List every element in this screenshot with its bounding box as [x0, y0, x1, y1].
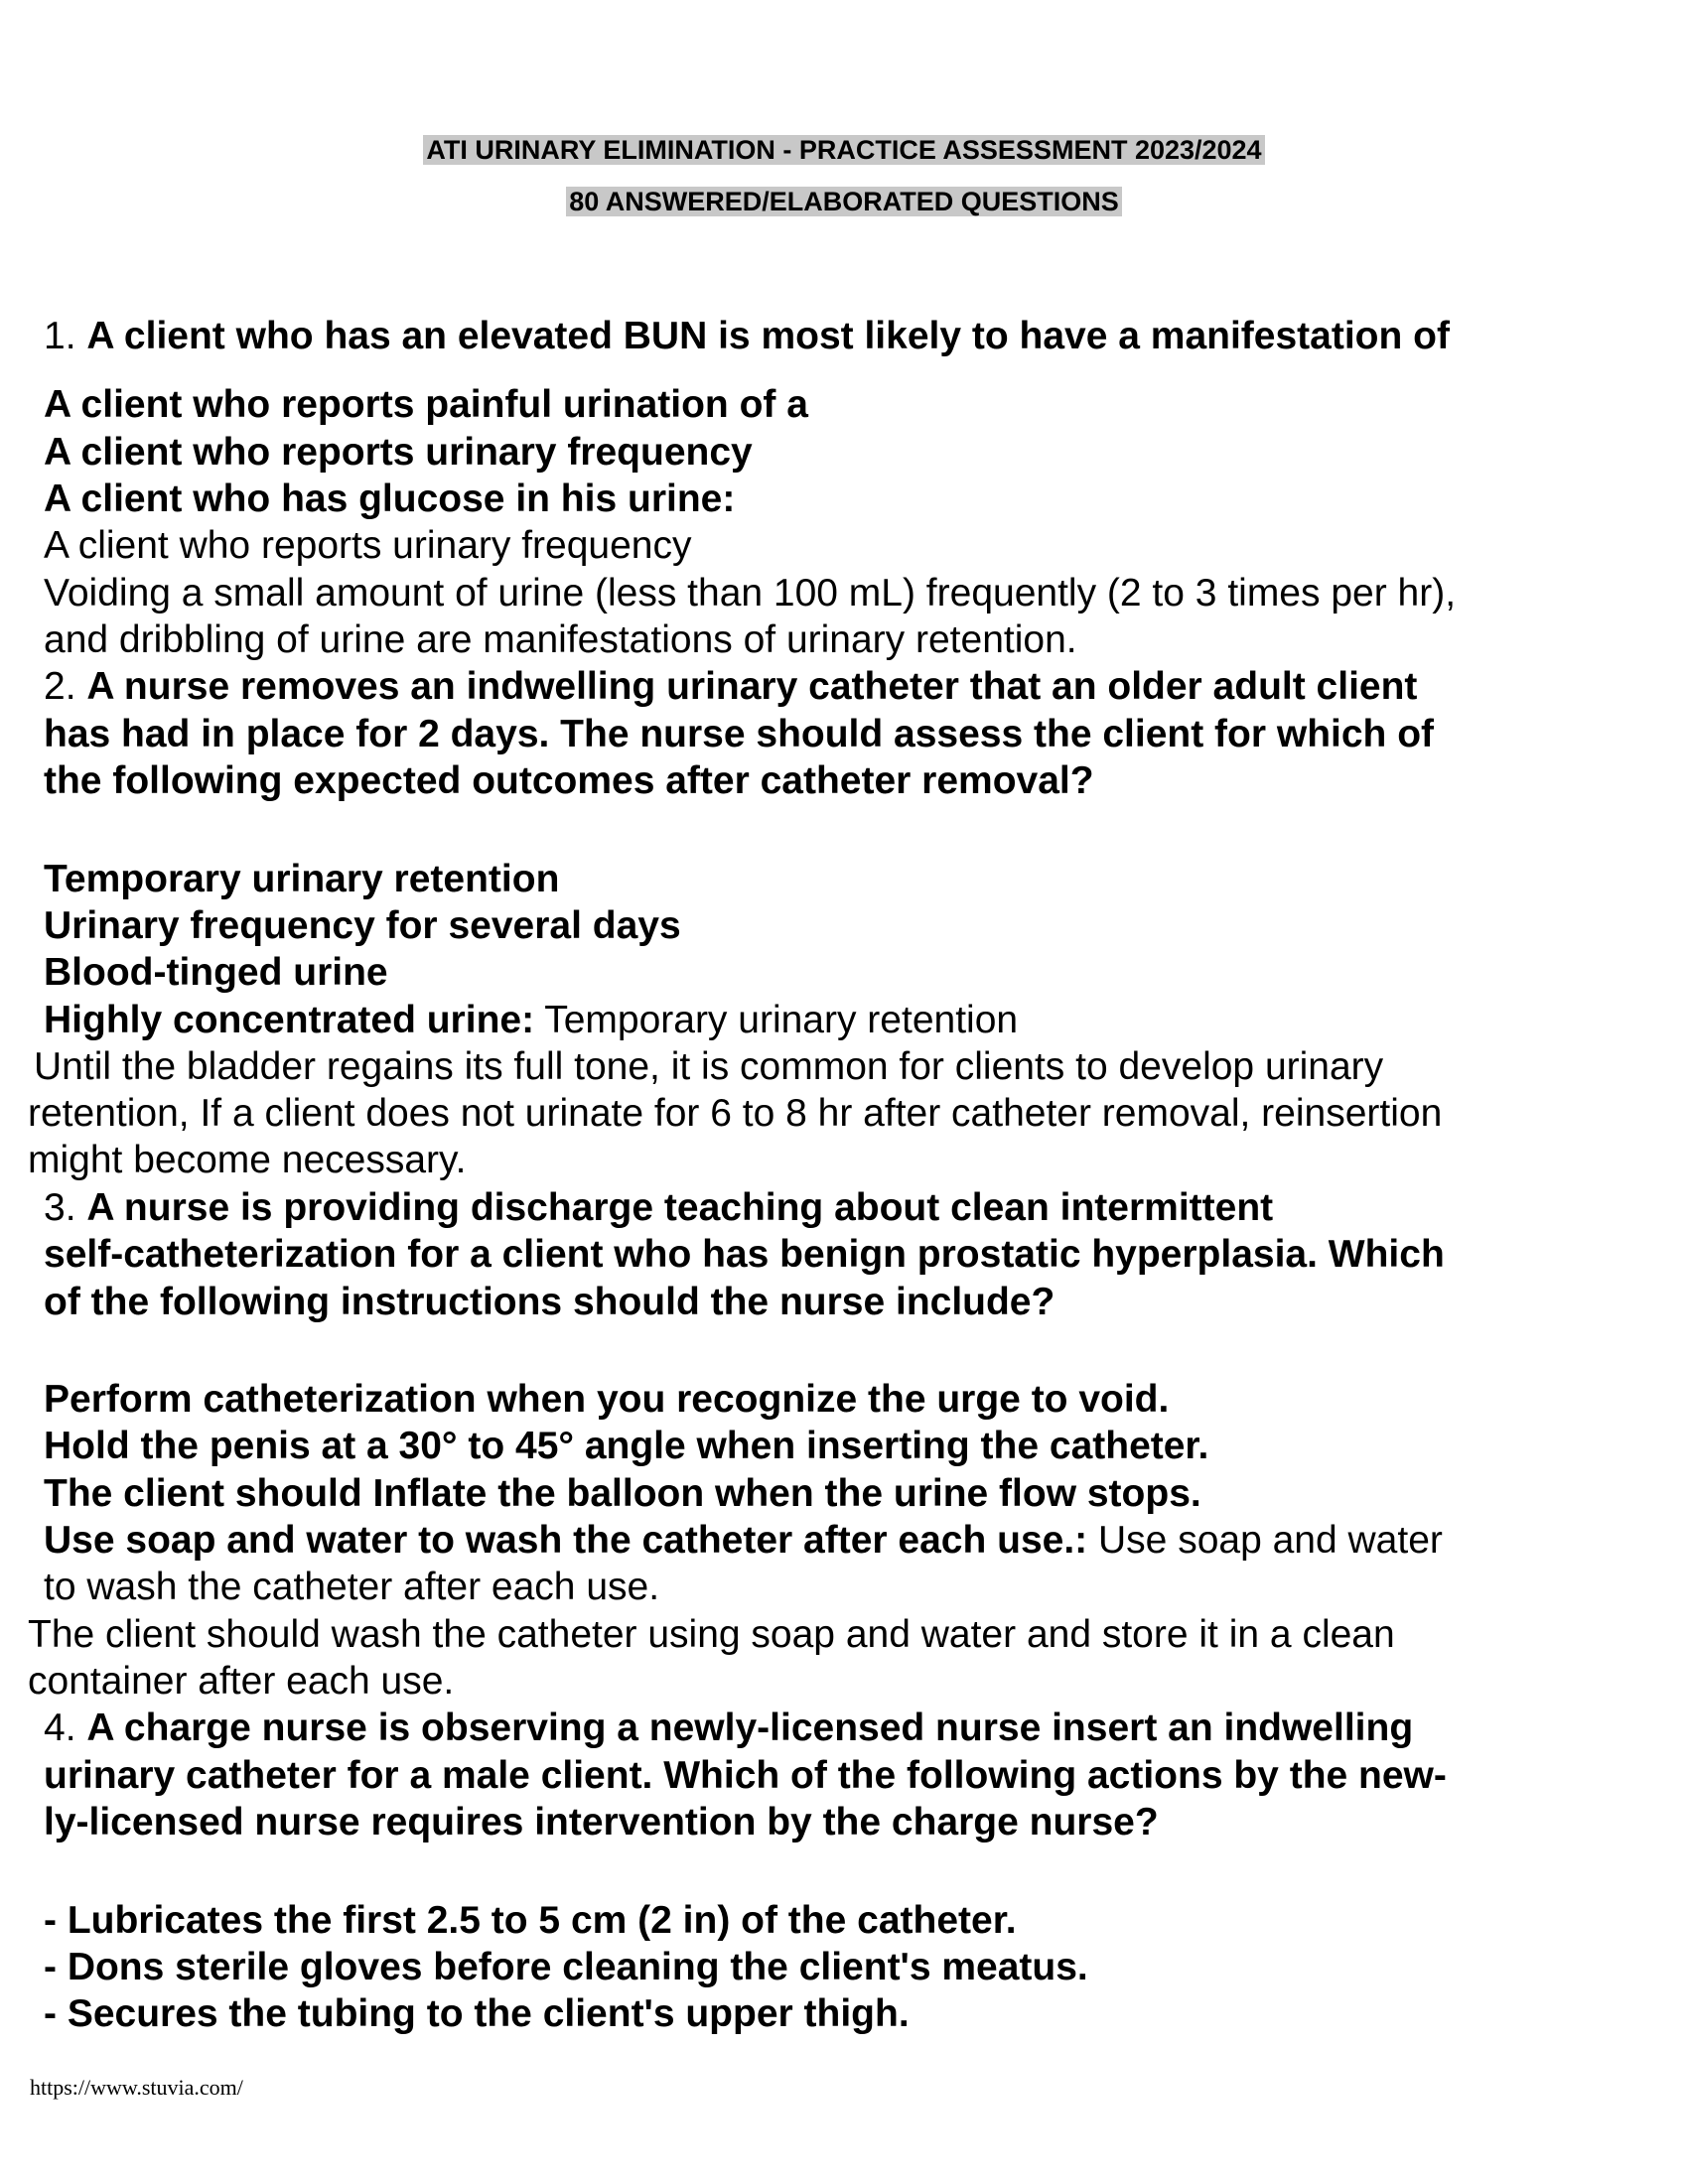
q1-option-3: A client who has glucose in his urine:: [44, 478, 736, 520]
q2-number: 2.: [44, 665, 76, 708]
document-title-text: ATI URINARY ELIMINATION - PRACTICE ASSESSMENT 2023/2024: [423, 135, 1264, 165]
q1-number: 1.: [44, 315, 76, 357]
q3-rationale-line-1: The client should wash the catheter using soap and water and store it in a clean: [28, 1613, 1395, 1656]
q3-question-line-3: of the following instructions should the nurse include?: [44, 1281, 1055, 1323]
q3-answer-1: Use soap and water: [1087, 1519, 1443, 1562]
q4-question-text-1: A charge nurse is observing a newly-licensed nurse insert an indwelling: [86, 1706, 1414, 1749]
q4-option-1: - Lubricates the first 2.5 to 5 cm (2 in) of the catheter.: [44, 1899, 1017, 1942]
q2-option-4-with-answer: [44, 998, 1018, 1043]
q3-question-line-1: [44, 1185, 1273, 1231]
q3-option-4: Use soap and water to wash the catheter after each use.:: [44, 1519, 1088, 1562]
q2-question-line-1: [44, 664, 1417, 710]
document-subtitle: [0, 185, 1688, 218]
q2-rationale-line-1: Until the bladder regains its full tone, it is common for clients to develop urinary: [34, 1045, 1384, 1088]
document-subtitle-text: 80 ANSWERED/ELABORATED QUESTIONS: [566, 187, 1122, 216]
q1-question: [44, 314, 1450, 359]
q3-answer-line-2: to wash the catheter after each use.: [44, 1566, 660, 1608]
q3-question-line-2: self-catheterization for a client who has benign prostatic hyperplasia. Which: [44, 1233, 1445, 1276]
q3-rationale-line-2: container after each use.: [28, 1660, 455, 1703]
q3-option-3: The client should Inflate the balloon when the urine flow stops.: [44, 1472, 1201, 1515]
q4-option-2: - Dons sterile gloves before cleaning the client's meatus.: [44, 1946, 1088, 1988]
q3-option-4-with-answer: [44, 1518, 1443, 1564]
q2-rationale-line-2: retention, If a client does not urinate for 6 to 8 hr after catheter removal, reinsertion: [28, 1092, 1443, 1135]
q2-question-line-3: the following expected outcomes after catheter removal?: [44, 759, 1094, 802]
q2-answer: Temporary urinary retention: [534, 999, 1019, 1041]
q3-option-1: Perform catheterization when you recognize the urge to void.: [44, 1378, 1170, 1421]
q4-question-line-3: ly-licensed nurse requires intervention by the charge nurse?: [44, 1801, 1159, 1843]
q4-question-line-2: urinary catheter for a male client. Which of the following actions by the new-: [44, 1754, 1447, 1797]
q3-number: 3.: [44, 1186, 76, 1229]
footer-url: https://www.stuvia.com/: [30, 2075, 243, 2100]
q1-rationale-line-1: Voiding a small amount of urine (less than 100 mL) frequently (2 to 3 times per hr),: [44, 572, 1457, 614]
q1-option-1: A client who reports painful urination of a: [44, 383, 808, 426]
q4-question-line-1: [44, 1706, 1413, 1751]
q1-answer: A client who reports urinary frequency: [44, 524, 692, 567]
q2-option-3: Blood-tinged urine: [44, 951, 388, 994]
document-title: [0, 133, 1688, 167]
q1-option-2: A client who reports urinary frequency: [44, 431, 753, 474]
q2-rationale-line-3: might become necessary.: [28, 1139, 467, 1181]
q2-option-2: Urinary frequency for several days: [44, 904, 681, 947]
q1-question-text: A client who has an elevated BUN is most likely to have a manifestation of: [86, 315, 1450, 357]
q2-question-text-1: A nurse removes an indwelling urinary catheter that an older adult client: [86, 665, 1418, 708]
q2-question-line-2: has had in place for 2 days. The nurse should assess the client for which of: [44, 713, 1435, 755]
q4-option-3: - Secures the tubing to the client's upper thigh.: [44, 1992, 910, 2035]
q4-number: 4.: [44, 1706, 76, 1749]
q3-question-text-1: A nurse is providing discharge teaching about clean intermittent: [86, 1186, 1274, 1229]
q2-option-4: Highly concentrated urine:: [44, 999, 535, 1041]
q1-rationale-line-2: and dribbling of urine are manifestations of urinary retention.: [44, 618, 1077, 661]
q3-option-2: Hold the penis at a 30° to 45° angle when inserting the catheter.: [44, 1425, 1209, 1467]
q2-option-1: Temporary urinary retention: [44, 858, 560, 900]
